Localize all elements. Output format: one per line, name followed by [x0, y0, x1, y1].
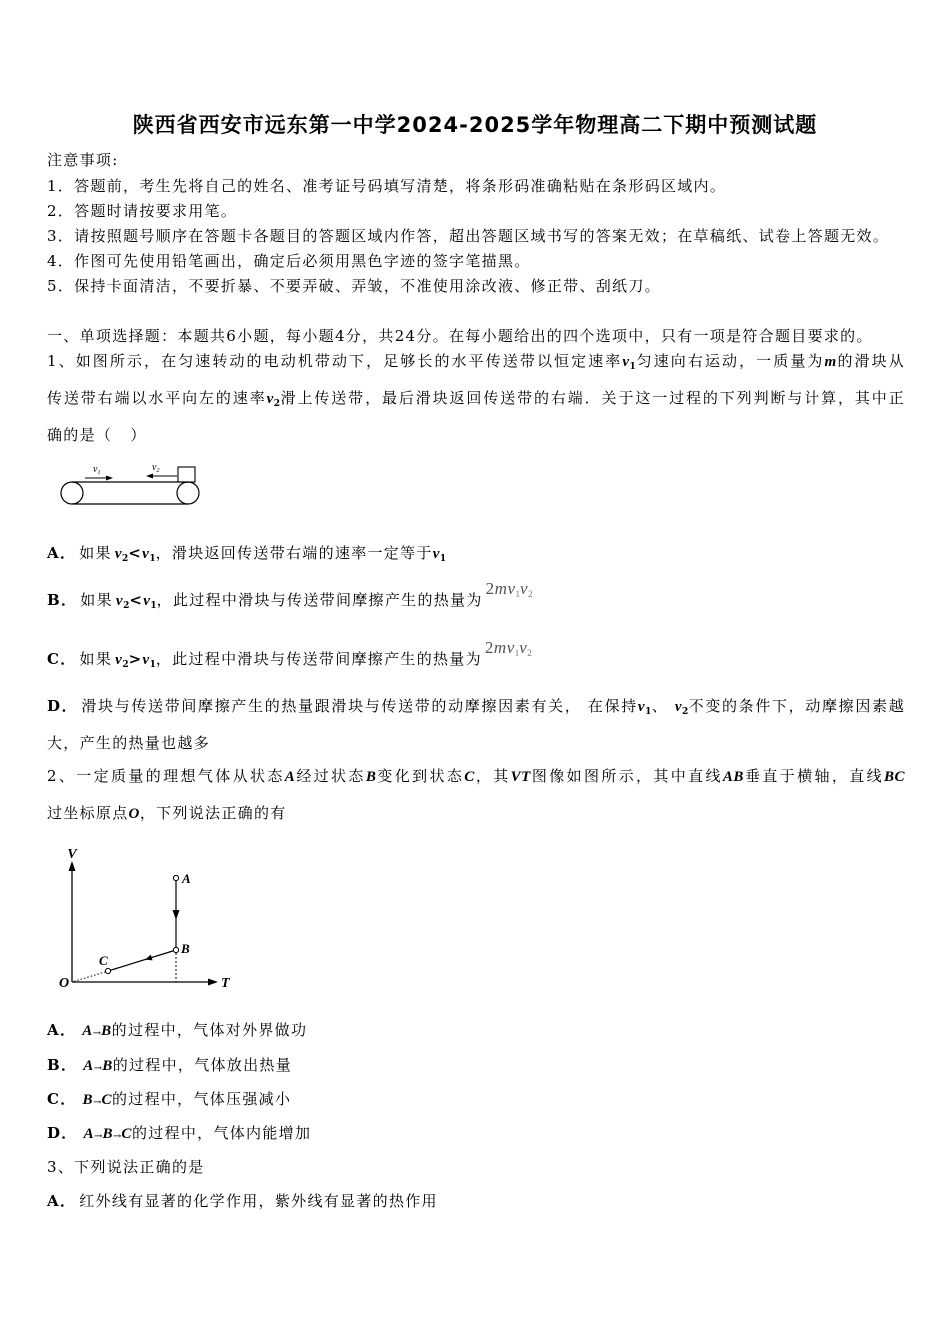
- formula-subscript: 2: [528, 589, 533, 599]
- q1-stem-line-1: [47, 350, 905, 378]
- math-subscript: 1: [149, 660, 156, 670]
- formula-variable: m: [494, 579, 508, 598]
- option-label: C．: [47, 650, 77, 668]
- process-arrow: →: [93, 1063, 103, 1074]
- math-variable: C: [121, 1126, 132, 1142]
- option-label: A．: [47, 1192, 77, 1210]
- text-segment: 的滑块从: [836, 352, 906, 370]
- math-subscript: 2: [122, 660, 129, 670]
- text-segment: ，此过程中滑块与传送带间摩擦产生的热量为: [155, 650, 482, 668]
- text-segment: 的过程中，气体内能增加: [131, 1124, 312, 1142]
- process-arrow: →: [93, 1097, 102, 1108]
- text-segment: 垂直于横轴，直线: [743, 767, 884, 785]
- option-label: D．: [47, 1124, 78, 1142]
- t-axis-arrowhead: [208, 979, 218, 986]
- text-segment: ，其: [474, 767, 511, 785]
- math-variable: A: [83, 1126, 95, 1142]
- text-segment: 的过程中，气体对外界做功: [111, 1021, 308, 1039]
- math-subscript: 2: [682, 707, 689, 717]
- formula-subscript: 1: [514, 648, 520, 658]
- math-operator: >: [128, 650, 143, 668]
- formula-variable: v: [519, 638, 528, 657]
- notice-item-1: 1．答题前，考生先将自己的姓名、准考证号码填写清楚，将条形码准确粘贴在条形码区域内。: [47, 177, 727, 195]
- process-arrow: →: [92, 1028, 102, 1039]
- text-segment: 2、一定质量的理想气体从状态: [47, 767, 285, 785]
- option-label: A．: [47, 544, 77, 562]
- text-segment: 1、如图所示，在匀速转动的电动机带动下，足够长的水平传送带以恒定速率: [47, 352, 623, 370]
- math-variable: AB: [722, 769, 744, 785]
- text-segment: 如果: [79, 650, 113, 668]
- math-variable: v: [142, 546, 150, 562]
- math-variable: B: [82, 1092, 94, 1108]
- exam-title: 陕西省西安市远东第一中学2024-2025学年物理高二下期中预测试题: [132, 113, 818, 137]
- text-segment: 滑上传送带，最后滑块返回传送带的右端．关于这一过程的下列判断与计算，其中正: [280, 389, 905, 407]
- math-variable: VT: [510, 769, 531, 785]
- math-variable: B: [365, 769, 377, 785]
- math-subscript: 2: [156, 468, 160, 474]
- process-arrow: →: [94, 1131, 103, 1142]
- text-segment: 变化到状态: [376, 767, 465, 785]
- heat-formula: [485, 638, 532, 657]
- point-b: [173, 947, 178, 952]
- line-bc: [108, 950, 176, 971]
- q1-option-b: [47, 579, 905, 617]
- math-variable: A: [82, 1023, 93, 1039]
- formula-variable: v: [507, 579, 516, 598]
- math-subscript: 1: [149, 554, 156, 564]
- math-variable: A: [83, 1058, 94, 1074]
- v1-label: [93, 464, 100, 476]
- v1-arrowhead: [106, 476, 113, 481]
- right-roller: [177, 482, 199, 504]
- math-variable: v: [674, 699, 683, 715]
- process-arrow: →: [113, 1131, 122, 1142]
- left-roller: [61, 482, 83, 504]
- math-subscript: 1: [97, 470, 101, 476]
- math-variable: v: [114, 546, 123, 562]
- q3-option-a: [47, 1190, 905, 1212]
- math-variable: v: [143, 593, 151, 609]
- formula-variable: v: [519, 579, 529, 598]
- q2-option-b: [47, 1054, 905, 1080]
- math-subscript: 1: [150, 601, 157, 611]
- text-segment: 不变的条件下，动摩擦因素越: [688, 697, 905, 715]
- q2-stem-line-2: [47, 802, 905, 825]
- math-variable: v: [266, 391, 274, 407]
- point-c: [105, 968, 110, 973]
- text-segment: 的过程中，气体压强减小: [111, 1090, 292, 1108]
- text-segment: 确的是（ ）: [47, 426, 147, 444]
- q2-option-d: [47, 1122, 905, 1148]
- text-segment: 图像如图所示，其中直线: [530, 767, 723, 785]
- math-variable: B: [102, 1126, 114, 1142]
- q1-stem-line-3: [47, 424, 905, 446]
- math-subscript: 1: [439, 554, 447, 564]
- text-segment: 、: [651, 697, 675, 715]
- text-segment: 滑块与传送带间摩擦产生的热量跟滑块与传送带的动摩擦因素有关， 在保持: [81, 697, 638, 715]
- math-variable: v: [93, 464, 98, 475]
- formula-variable: v: [506, 638, 515, 657]
- v-axis-arrowhead: [69, 861, 76, 871]
- math-variable: v: [142, 652, 150, 668]
- text-segment: 过坐标原点: [47, 804, 129, 822]
- math-variable: C: [101, 1092, 112, 1108]
- math-subscript: 1: [629, 362, 636, 372]
- math-subscript: 2: [122, 554, 129, 564]
- point-c-label: C: [99, 953, 108, 968]
- math-variable: v: [115, 652, 123, 668]
- math-subscript: 2: [123, 601, 130, 611]
- math-variable: v: [637, 699, 646, 715]
- v-axis-label: V: [67, 847, 77, 862]
- slider-block: [178, 467, 195, 482]
- text-segment: ，此过程中滑块与传送带间摩擦产生的热量为: [156, 591, 483, 609]
- heat-formula: [486, 579, 533, 598]
- math-variable: C: [464, 769, 475, 785]
- text-segment: 如果: [79, 544, 112, 562]
- text-segment: 如果: [80, 591, 113, 609]
- text-segment: 的过程中，气体放出热量: [112, 1056, 293, 1074]
- text-segment: 匀速向右运动，一质量为: [635, 352, 825, 370]
- math-variable: B: [102, 1058, 113, 1074]
- q2-option-c: [47, 1088, 905, 1114]
- ab-direction-arrow: [173, 910, 180, 920]
- q1-option-d-line-2: [47, 732, 905, 754]
- math-variable: m: [824, 354, 837, 370]
- formula-variable: m: [493, 638, 507, 657]
- math-variable: v: [115, 593, 124, 609]
- formula-coefficient: 2: [484, 638, 494, 657]
- notice-item-3: 3．请按照题号顺序在答题卡各题目的答题区域内作答，超出答题区域书写的答案无效；在草稿纸、试卷上答题无效。: [47, 227, 890, 245]
- v2-label: [152, 462, 159, 474]
- math-subscript: 1: [645, 707, 652, 717]
- q1-option-a: [47, 542, 905, 570]
- text-segment: ，滑块返回传送带右端的速率一定等于: [155, 544, 433, 562]
- option-label: B．: [47, 1056, 78, 1074]
- math-variable: v: [622, 354, 630, 370]
- math-subscript: 2: [273, 399, 281, 409]
- conveyor-belt-figure: [55, 458, 205, 510]
- math-variable: v: [152, 462, 157, 473]
- section-heading: 一、单项选择题：本题共6小题，每小题4分，共24分。在每小题给出的四个选项中，只有一项是符合题目要求的。: [47, 327, 873, 345]
- text-segment: 传送带右端以水平向左的速率: [47, 389, 267, 407]
- text-segment: 大，产生的热量也越多: [47, 734, 211, 752]
- math-variable: O: [128, 806, 140, 822]
- origin-label: O: [59, 976, 70, 991]
- math-variable: BC: [883, 769, 905, 785]
- v2-arrowhead: [146, 474, 153, 479]
- option-label: D．: [47, 697, 79, 715]
- option-label: B．: [47, 591, 78, 609]
- bc-direction-arrow: [145, 955, 153, 961]
- math-operator: <: [129, 591, 144, 609]
- text-segment: ，下列说法正确的有: [139, 804, 287, 822]
- math-variable: A: [284, 769, 296, 785]
- text-segment: 红外线有显著的化学作用，紫外线有显著的热作用: [79, 1192, 438, 1210]
- q1-stem-line-2: [47, 387, 905, 415]
- formula-subscript: 1: [515, 589, 520, 599]
- option-label: C．: [47, 1090, 77, 1108]
- q3-stem: 3、下列说法正确的是: [47, 1158, 205, 1176]
- math-variable: v: [432, 546, 440, 562]
- point-b-label: B: [181, 941, 190, 956]
- math-operator: <: [128, 544, 143, 562]
- formula-coefficient: 2: [485, 579, 495, 598]
- q1-option-c: [47, 638, 905, 676]
- notice-item-4: 4．作图可先使用铅笔画出，确定后必须用黑色字迹的签字笔描黑。: [47, 252, 531, 270]
- point-a: [173, 875, 178, 880]
- point-a-label: A: [182, 871, 191, 886]
- notice-item-5: 5．保持卡面清洁，不要折暴、不要弄破、弄皱，不准使用涂改液、修正带、刮纸刀。: [47, 277, 661, 295]
- vt-graph-figure: [55, 840, 235, 995]
- c-to-origin-dotted: [72, 972, 106, 982]
- text-segment: 经过状态: [295, 767, 366, 785]
- notice-item-2: 2．答题时请按要求用笔。: [47, 202, 238, 220]
- t-axis-label: T: [221, 976, 230, 991]
- notice-heading: 注意事项:: [47, 151, 119, 169]
- q1-option-d-line-1: [47, 695, 905, 723]
- q2-stem-line-1: [47, 765, 905, 788]
- formula-subscript: 2: [527, 648, 532, 658]
- q2-option-a: [47, 1019, 905, 1045]
- option-label: A．: [47, 1021, 77, 1039]
- math-variable: B: [101, 1023, 112, 1039]
